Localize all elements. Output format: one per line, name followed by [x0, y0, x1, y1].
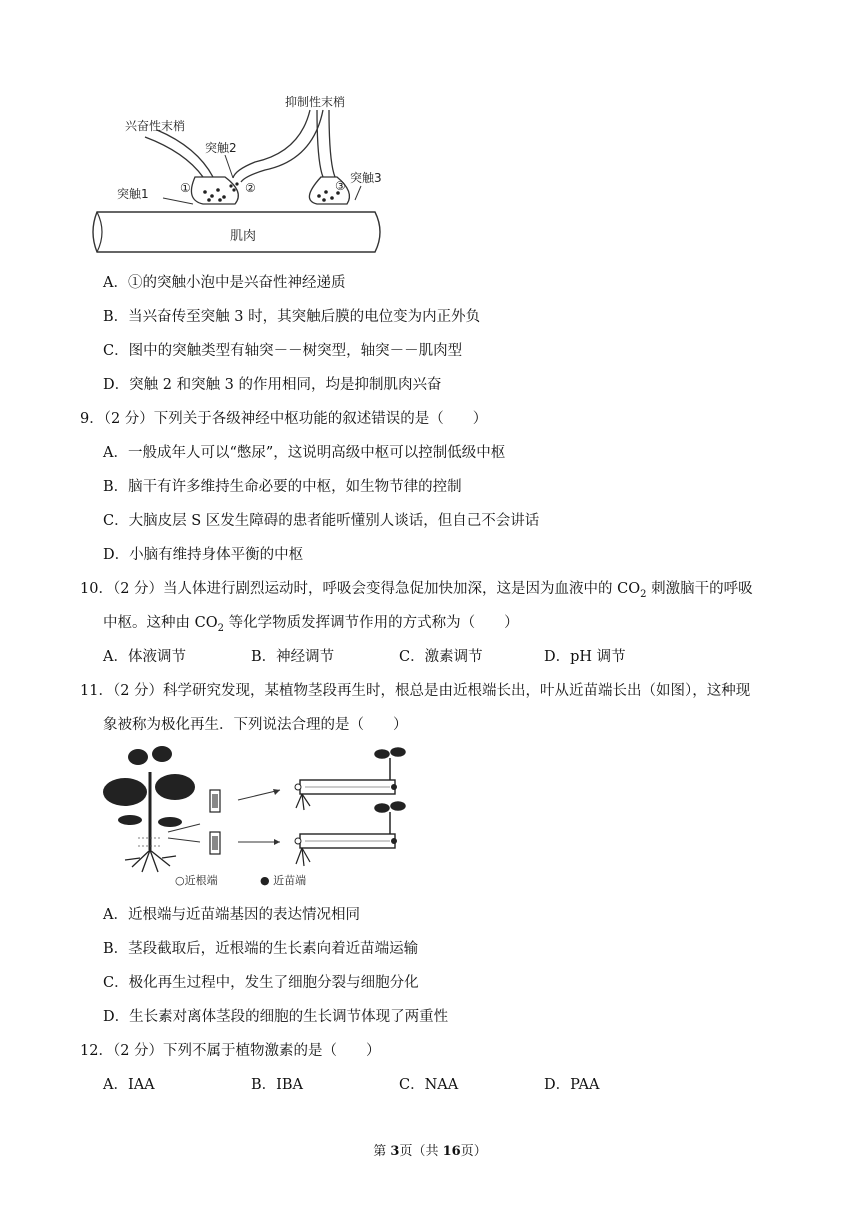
plant-regeneration-figure: [100, 742, 430, 890]
q10-option-d: D．pH 调节: [544, 649, 626, 665]
vesicles-1: [203, 188, 226, 202]
q11-option-d: D．生长素对离体茎段的细胞的生长调节体现了两重性: [103, 1009, 449, 1025]
q10-option-b: B．神经调节: [251, 649, 335, 665]
q12-option-b: B．IBA: [251, 1077, 304, 1093]
q12-option-a: A．IAA: [103, 1077, 155, 1093]
q11-option-b: B．茎段截取后，近根端的生长素向着近苗端运输: [103, 941, 419, 957]
q10-options: [103, 645, 626, 666]
legend-shoot-end: ● 近苗端: [260, 874, 307, 887]
q9-option-a: A．一般成年人可以“憋尿”，这说明高级中枢可以控制低级中枢: [103, 445, 506, 461]
synapse2-label: 突触2: [205, 141, 237, 155]
mark-2: ②: [245, 181, 256, 195]
page-footer: 第 3页（共 16页）: [373, 1144, 487, 1159]
q10-stem-line1: 10．（2 分）当人体进行剧烈运动时，呼吸会变得急促加快加深，这是因为血液中的 $CO_2$ 刺激脑干的呼吸: [80, 581, 753, 600]
q8-option-b: B．当兴奋传至突触 3 时，其突触后膜的电位变为内正外负: [103, 309, 481, 325]
q12-option-d: D．PAA: [544, 1077, 600, 1093]
q10-option-a: A．体液调节: [103, 649, 186, 665]
inhibitory-terminal-label: 抑制性末梢: [285, 95, 346, 109]
q9-stem: 9．（2 分）下列关于各级神经中枢功能的叙述错误的是（ ）: [80, 411, 488, 427]
synapse-diagram: [85, 92, 385, 257]
q8-option-d: D．突触 2 和突触 3 的作用相同，均是抑制肌肉兴奋: [103, 377, 442, 393]
q10-option-c: C．激素调节: [399, 649, 483, 665]
q11-option-a: A．近根端与近苗端基因的表达情况相同: [103, 907, 360, 923]
q11-option-c: C．极化再生过程中，发生了细胞分裂与细胞分化: [103, 975, 419, 991]
q10-stem-line2: 中枢。这种由 $CO_2$ 等化学物质发挥调节作用的方式称为（ ）: [103, 615, 519, 634]
mark-1: ①: [180, 181, 191, 195]
muscle-label: 肌肉: [230, 229, 257, 244]
mark-3: ③: [335, 179, 346, 193]
q12-options: [103, 1073, 600, 1094]
synapse1-bouton: [191, 177, 238, 204]
q12-option-c: C．NAA: [399, 1077, 459, 1093]
q9-option-b: B．脑干有许多维持生命必要的中枢，如生物节律的控制: [103, 479, 462, 495]
q9-option-d: D．小脑有维持身体平衡的中枢: [103, 547, 304, 563]
q8-option-c: C．图中的突触类型有轴突－－树突型，轴突－－肌肉型: [103, 343, 463, 359]
synapse3-label: 突触3: [350, 171, 382, 185]
page-total: 16: [442, 1144, 461, 1159]
q12-stem: 12．（2 分）下列不属于植物激素的是（ ）: [80, 1043, 381, 1059]
page-number: 3: [390, 1144, 400, 1159]
q11-stem-line1: 11．（2 分）科学研究发现，某植物茎段再生时，根总是由近根端长出，叶从近苗端长出（如图），这种现: [80, 683, 751, 699]
excitatory-terminal-label: 兴奋性末梢: [125, 119, 186, 133]
q9-option-c: C．大脑皮层 S 区发生障碍的患者能听懂别人谈话，但自己不会讲话: [103, 513, 540, 529]
legend-root-end: ○近根端: [175, 874, 218, 887]
q11-stem-line2: 象被称为极化再生．下列说法合理的是（ ）: [103, 717, 408, 733]
synapse1-label: 突触1: [117, 187, 149, 201]
q8-option-a: A．①的突触小泡中是兴奋性神经递质: [103, 275, 346, 291]
